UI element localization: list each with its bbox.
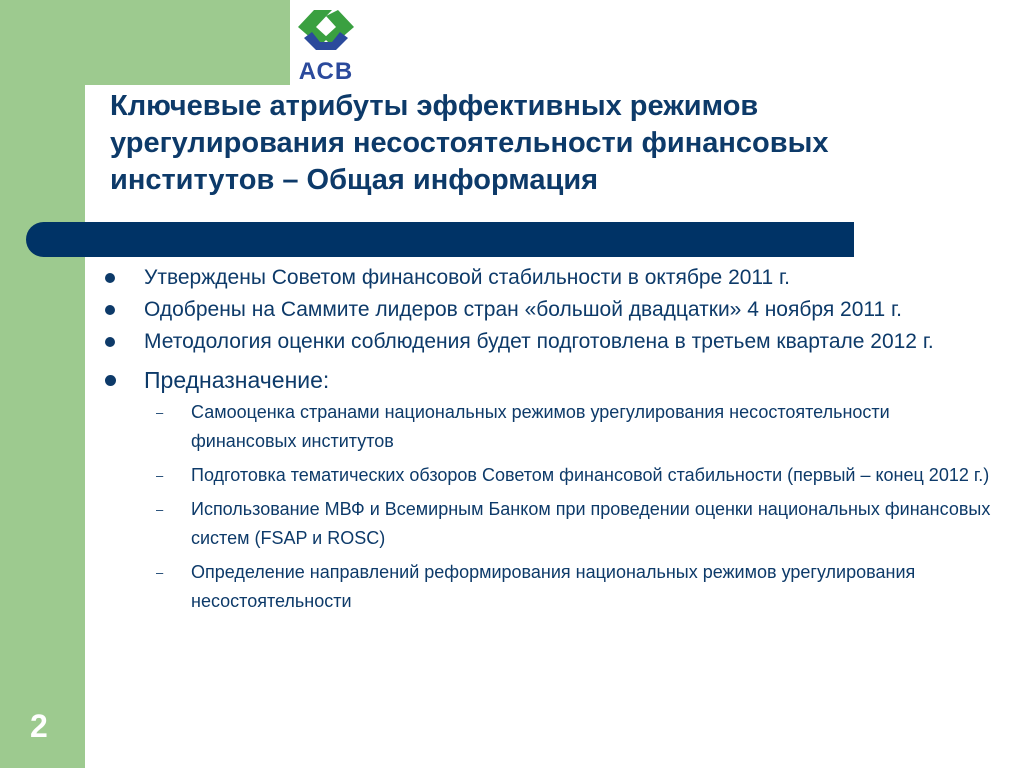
sub-item xyxy=(148,495,1000,553)
sub-item-text: Самооценка странами национальных режимов урегулирования несостоятельности финансовых институтов xyxy=(191,402,890,451)
logo-text: АСВ xyxy=(298,58,354,85)
dash-icon: – xyxy=(156,468,164,483)
bullet-text: Одобрены на Саммите лидеров стран «большой двадцатки» 4 ноября 2011 г. xyxy=(144,298,902,321)
purpose-sublist xyxy=(144,398,1000,616)
purpose-label: Предназначение: xyxy=(144,367,330,393)
bullet-item xyxy=(105,266,1000,290)
top-green-band xyxy=(0,0,290,85)
bullet-dot-icon xyxy=(105,337,115,347)
title-underline-bar xyxy=(26,222,854,257)
slide-title: Ключевые атрибуты эффективных режимов урегулирования несостоятельности финансовых институтов – Общая информация xyxy=(110,90,829,196)
bullet-item-purpose xyxy=(105,366,1000,616)
bullet-item xyxy=(105,298,1000,322)
asv-logo xyxy=(292,2,360,84)
left-green-band xyxy=(0,0,85,768)
sub-item-text: Подготовка тематических обзоров Советом финансовой стабильности (первый – конец 2012 г.) xyxy=(191,465,990,485)
sub-item xyxy=(148,558,1000,616)
page-number: 2 xyxy=(30,708,48,744)
bullet-text: Методология оценки соблюдения будет подготовлена в третьем квартале 2012 г. xyxy=(144,330,934,353)
sub-item xyxy=(148,461,1000,490)
bullet-dot-icon xyxy=(105,273,115,283)
bullet-dot-icon xyxy=(105,375,116,386)
sub-item xyxy=(148,398,1000,456)
bullet-item xyxy=(105,330,1000,354)
bullet-list xyxy=(105,266,1000,624)
sub-item-text: Определение направлений реформирования национальных режимов урегулирования несостоятельности xyxy=(191,562,916,611)
bullet-dot-icon xyxy=(105,305,115,315)
dash-icon: – xyxy=(156,405,164,420)
logo-emblem-icon xyxy=(292,2,360,62)
sub-item-text: Использование МВФ и Всемирным Банком при проведении оценки национальных финансовых систем (FSAP и ROSC) xyxy=(191,499,991,548)
dash-icon: – xyxy=(156,565,164,580)
bullet-text: Утверждены Советом финансовой стабильности в октябре 2011 г. xyxy=(144,266,790,289)
dash-icon: – xyxy=(156,502,164,517)
